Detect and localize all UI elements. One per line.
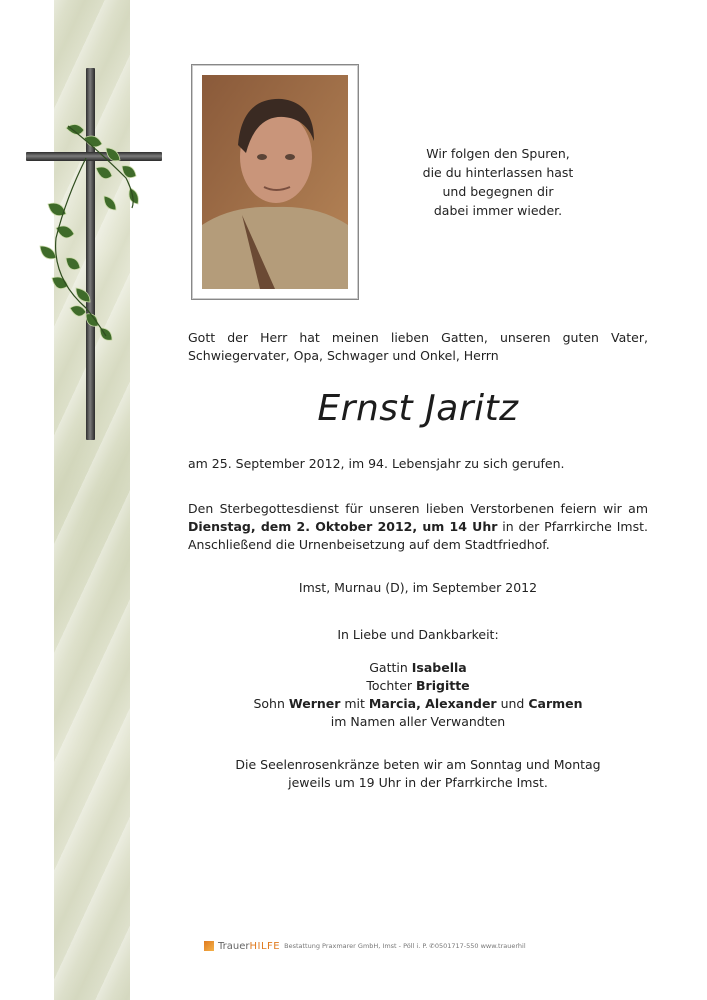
deceased-name: Ernst Jaritz [317,388,519,429]
rosary-text [188,756,648,792]
family-relatives: im Namen aller Verwandten [330,714,506,729]
portrait-photo [202,75,348,289]
memorial-quote [418,144,578,220]
rosary-line: jeweils um 19 Uhr in der Pfarrkirche Imst. [288,775,548,790]
family-list [188,659,648,731]
grandchildren-names: Marcia, Alexander [368,696,497,711]
funeral-service-text [188,500,648,554]
daughter-name: Brigitte [416,678,470,693]
gratitude-heading: In Liebe und Dankbarkeit: [337,627,499,642]
son-name: Werner [288,696,341,711]
ivy-icon [26,118,156,348]
trauerhilfe-logo-icon [204,941,214,951]
footer [204,940,526,952]
wife-name: Isabella [411,660,467,675]
quote-line: Wir folgen den Spuren, [426,146,570,161]
place-date: Imst, Murnau (D), im September 2012 [298,580,538,595]
family-daughter [188,677,648,695]
family-son [188,695,648,713]
logo-text-b: HILFE [249,940,281,952]
logo-text-a: Trauer [218,940,250,952]
rosary-line: Die Seelenrosenkränze beten wir am Sonntag und Montag [235,757,601,772]
quote-line: die du hinterlassen hast [422,165,574,180]
service-text-part1: Den Sterbegottesdienst für unseren lieben Verstorbenen feiern wir am [188,501,648,516]
logo-text [218,941,280,952]
family-wife [188,659,648,677]
intro-text: Gott der Herr hat meinen lieben Gatten, unseren guten Vater, Schwiegervater, Opa, Schwager und Onkel, Herrn [188,330,648,363]
with-word: mit [340,696,369,711]
footer-contact: Bestattung Praxmarer GmbH, Imst - Pöll i. P. ✆0501717-550 www.trauerhil [284,942,526,950]
quote-line: dabei immer wieder. [433,203,563,218]
quote-line: und begegnen dir [442,184,554,199]
last-name: Carmen [528,696,583,711]
wife-prefix: Gattin [369,660,412,675]
son-prefix: Sohn [253,696,289,711]
and-word: und [496,696,529,711]
portrait-frame [191,64,359,300]
death-date-text: am 25. September 2012, im 94. Lebensjahr zu sich gerufen. [188,456,565,471]
service-text-part2: in der Pfarrkirche Imst. Anschließend die Urnenbeisetzung auf dem Stadtfriedhof. [188,519,648,552]
daughter-prefix: Tochter [366,678,417,693]
service-date-bold: Dienstag, dem 2. Oktober 2012, um 14 Uhr [188,519,498,534]
